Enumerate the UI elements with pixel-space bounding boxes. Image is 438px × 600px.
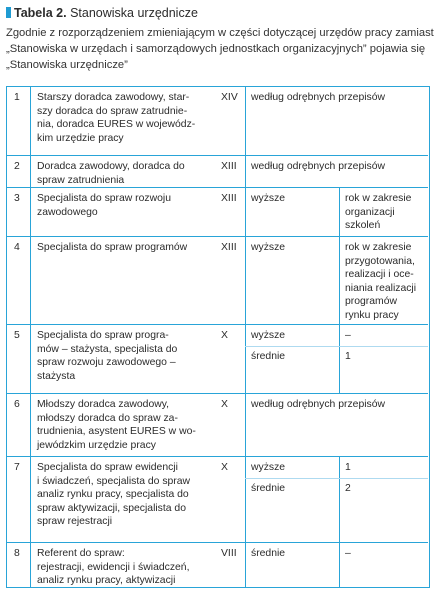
position-name: Referent do spraw: rejestracji, ewidencji i świadczeń, analiz rynku pracy, aktywizacji (37, 548, 190, 586)
grade: XIV (221, 92, 238, 103)
positions-table (6, 86, 430, 588)
column-divider (30, 543, 31, 587)
position-name: Młodszy doradca zawodowy, młodszy doradca do spraw za- trudnienia, asystent EURES w wo- jewódzkim urzędzie pracy (37, 399, 196, 451)
education-requirement: średnie (251, 548, 286, 559)
experience-requirement: – (345, 548, 351, 559)
education-requirement: według odrębnych przepisów (251, 92, 386, 103)
table-row (7, 325, 428, 394)
table-row (7, 87, 428, 156)
table-row (7, 237, 428, 325)
column-divider (245, 87, 246, 155)
experience-requirement: – (345, 330, 351, 341)
column-divider (245, 156, 246, 187)
grade: X (221, 330, 228, 341)
position-name: Specjalista do spraw progra- mów – stażysta, specjalista do spraw rozwoju zawodowego – stażysta (37, 330, 178, 382)
education-requirement: wyższe (251, 330, 286, 341)
table-title: Stanowiska urzędnicze (70, 6, 198, 20)
education-requirement: wyższe (251, 242, 286, 253)
experience-requirement: rok w zakresie przygotowania, realizacji i oce- niania realizacji programów rynku pracy (345, 242, 417, 321)
experience-requirement: 2 (345, 483, 351, 494)
caption-marker-icon (6, 7, 11, 18)
row-number: 4 (14, 242, 20, 253)
table-row (7, 394, 428, 457)
table-caption (6, 5, 436, 21)
education-requirement: według odrębnych przepisów (251, 399, 386, 410)
position-name: Specjalista do spraw ewidencji i świadczeń, specjalista do spraw analiz rynku pracy, specjalista do spraw aktywizacji, specjalista do spraw rejestracji (37, 462, 191, 527)
column-divider (245, 237, 246, 324)
row-number: 3 (14, 193, 20, 204)
column-divider (339, 188, 340, 236)
table-row (7, 543, 428, 587)
experience-requirement: rok w zakresie organizacji szkoleń (345, 193, 412, 231)
education-requirement: wyższe (251, 462, 286, 473)
experience-requirement: 1 (345, 462, 351, 473)
row-number: 1 (14, 92, 20, 103)
grade: XIII (221, 242, 237, 253)
grade: XIII (221, 193, 237, 204)
column-divider (30, 394, 31, 456)
education-requirement: według odrębnych przepisów (251, 161, 386, 172)
table-row (7, 188, 428, 237)
row-number: 5 (14, 330, 20, 341)
row-number: 8 (14, 548, 20, 559)
education-requirement: średnie (251, 483, 286, 494)
sub-row-divider (245, 346, 428, 347)
grade: X (221, 399, 228, 410)
grade: X (221, 462, 228, 473)
table-row (7, 156, 428, 188)
column-divider (339, 325, 340, 393)
position-name: Specjalista do spraw rozwoju zawodowego (37, 193, 171, 218)
position-name: Starszy doradca zawodowy, star- szy doradca do spraw zatrudnie- nia, doradca EURES w wojewódz- kim urzędzie pracy (37, 92, 196, 144)
position-name: Specjalista do spraw programów (37, 242, 188, 253)
column-divider (245, 457, 246, 542)
sub-row-divider (245, 478, 428, 479)
column-divider (30, 325, 31, 393)
column-divider (30, 188, 31, 236)
column-divider (245, 543, 246, 587)
column-divider (30, 87, 31, 155)
experience-requirement: 1 (345, 351, 351, 362)
column-divider (339, 457, 340, 542)
table-label: Tabela 2. (14, 6, 67, 20)
education-requirement: średnie (251, 351, 286, 362)
intro-paragraph: Zgodnie z rozporządzeniem zmieniającym w części dotyczącej urzędów pracy zamiast „Stanowiska w urzędach i samorządowych jednostkach organizacyjnych” pojawia się „Stanowiska urzędnicze” (6, 27, 434, 71)
grade: XIII (221, 161, 237, 172)
grade: VIII (221, 548, 237, 559)
position-name: Doradca zawodowy, doradca do spraw zatrudnienia (37, 161, 185, 186)
table-row (7, 457, 428, 543)
row-number: 7 (14, 462, 20, 473)
column-divider (339, 543, 340, 587)
column-divider (339, 237, 340, 324)
column-divider (30, 237, 31, 324)
column-divider (245, 394, 246, 456)
column-divider (30, 156, 31, 187)
column-divider (245, 325, 246, 393)
row-number: 6 (14, 399, 20, 410)
education-requirement: wyższe (251, 193, 286, 204)
column-divider (30, 457, 31, 542)
row-number: 2 (14, 161, 20, 172)
column-divider (245, 188, 246, 236)
